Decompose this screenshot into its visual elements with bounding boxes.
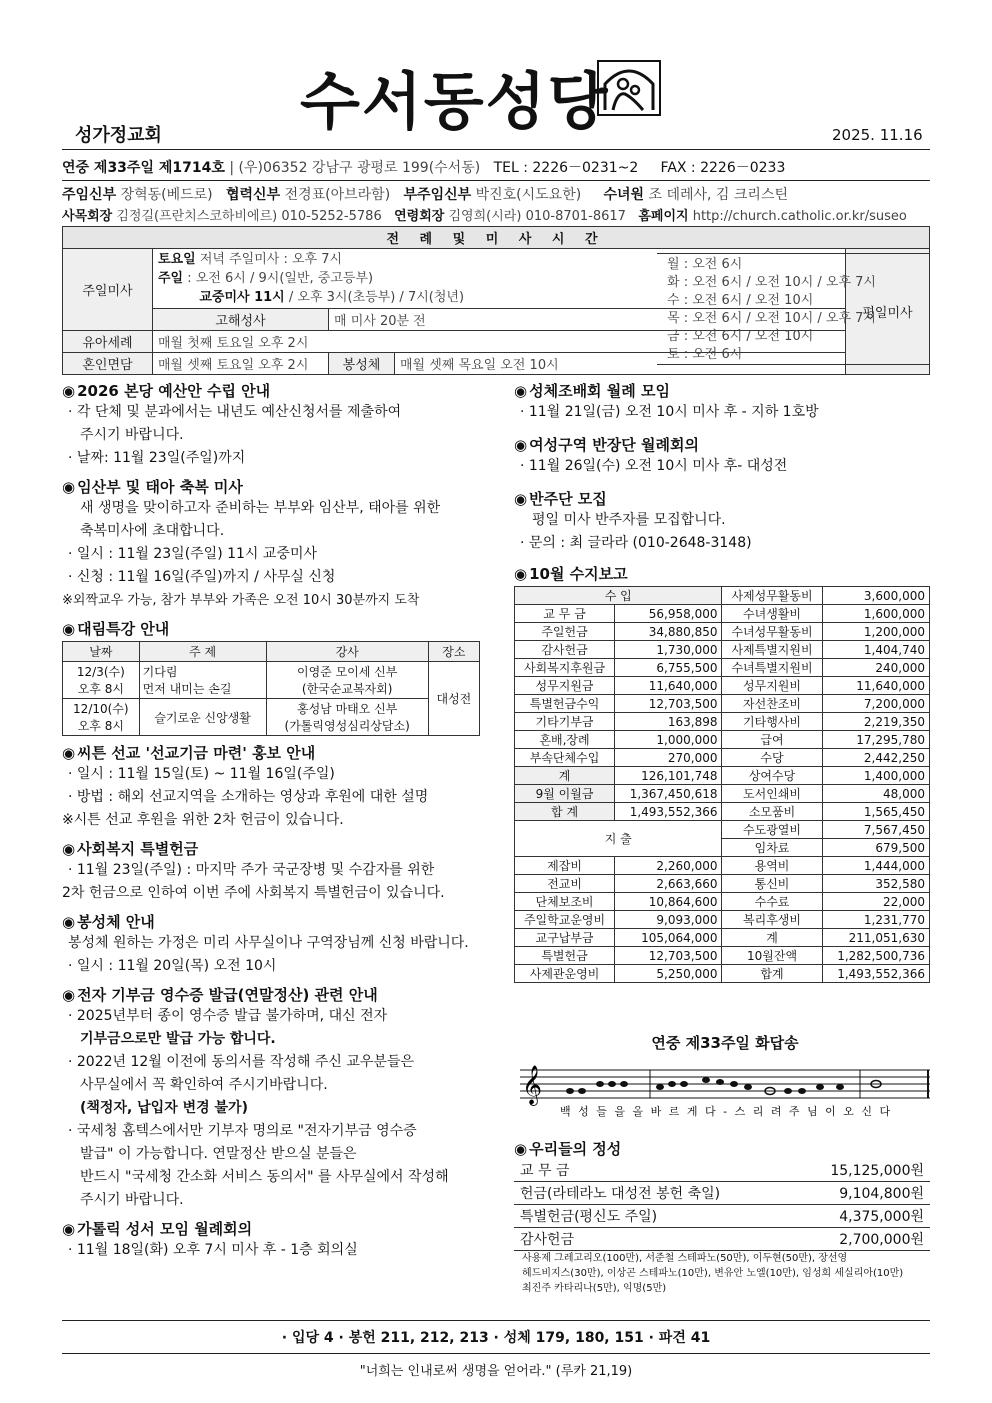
baptism-time: 매월 첫째 토요일 오후 2시 (153, 331, 846, 353)
table-cell: 합 계 (515, 803, 615, 821)
staff-role: 주임신부 (62, 187, 117, 203)
table-cell: 소모품비 (722, 803, 822, 821)
donor-list: 헤드비지스(30만), 이상곤 스테파노(10만), 변유안 노엘(10만), 임성희 세실리아(10만) (522, 1268, 904, 1279)
table-cell: 특별헌금 (515, 947, 615, 965)
table-row (515, 893, 930, 911)
table-cell: 자선찬조비 (722, 695, 822, 713)
confession-label: 고해성사 (153, 309, 329, 331)
section-title: ◉ 가톨릭 성서 모임 월례회의 (62, 1218, 502, 1239)
fax: FAX : 2226－0233 (660, 160, 786, 176)
table-cell: 34,880,850 (615, 623, 722, 641)
section-title: ◉ 여성구역 반장단 월례회의 (514, 434, 930, 455)
donor-list: 사용제 그레고리오(100만), 서준철 스테파노(50만), 이두현(50만), 장선영 (522, 1253, 848, 1264)
mass-heading: 전 례 및 미 사 시 간 (63, 227, 930, 249)
sun-label: 주일 (158, 271, 184, 286)
table-cell: 특별헌금수익 (515, 695, 615, 713)
table-cell: 수녀생활비 (722, 605, 822, 623)
staff-name: 박진호(시도요한) (475, 187, 582, 203)
weekday-item: 월 : 오전 6시 (667, 257, 743, 272)
staff-role: 사목회장 (62, 209, 113, 224)
table-cell: 11,640,000 (615, 677, 722, 695)
text-line: · 국세청 홈텍스에서만 기부자 명의로 "전자기부금 영수증 (68, 1123, 417, 1139)
offering-amount: 15,125,000원 (792, 1159, 930, 1182)
table-row (515, 677, 930, 695)
text-line: · 11월 21일(금) 오전 10시 미사 후 - 지하 1호방 (520, 404, 819, 420)
left-column (62, 374, 502, 1262)
table-cell: 합계 (722, 965, 822, 983)
staff-name: 김정길(프란치스코하비에르) 010-5252-5786 (116, 209, 382, 224)
table-cell: 1,444,000 (822, 857, 929, 875)
table-cell: 임차료 (722, 839, 822, 857)
table-cell: 1,565,450 (822, 803, 929, 821)
table-cell: 1,200,000 (822, 623, 929, 641)
table-cell: 통신비 (722, 875, 822, 893)
offering-amount: 4,375,000원 (792, 1205, 930, 1228)
table-cell: 163,898 (615, 713, 722, 731)
table-row (515, 803, 930, 821)
table-cell: 부속단체수입 (515, 749, 615, 767)
text-line: · 11월 26일(수) 오전 10시 미사 후- 대성전 (520, 458, 788, 474)
table-cell: 352,580 (822, 875, 929, 893)
staff-role: 수녀원 (603, 187, 645, 203)
col-header: 날짜 (63, 642, 140, 662)
table-row (515, 947, 930, 965)
table-cell: 10,864,600 (615, 893, 722, 911)
table-cell: 계 (515, 767, 615, 785)
offering-table (514, 1159, 930, 1251)
table-cell: 주일학교운영비 (515, 911, 615, 929)
weekday-item: 화 : 오전 6시 / 오전 10시 / 오후 7시 (667, 275, 876, 290)
table-row (515, 857, 930, 875)
table-cell: 수수료 (722, 893, 822, 911)
offering-row (514, 1205, 930, 1228)
table-cell: 사회복지후원금 (515, 659, 615, 677)
table-cell: 12,703,500 (615, 695, 722, 713)
table-row (515, 659, 930, 677)
section-title: ◉ 봉성체 안내 (62, 911, 502, 932)
financial-report-table (514, 586, 930, 983)
text-line: · 2022년 12월 이전에 동의서를 작성해 주신 교우분들은 (68, 1054, 414, 1070)
table-row (515, 965, 930, 983)
table-cell: 12,703,500 (615, 947, 722, 965)
text-line: · 신청 : 11월 16일(주일)까지 / 사무실 신청 (68, 569, 336, 585)
col-header: 장소 (428, 642, 479, 662)
homepage-link[interactable]: http://church.catholic.or.kr/suseo (692, 209, 907, 224)
table-cell: 1,282,500,736 (822, 947, 929, 965)
offering-amount: 9,104,800원 (792, 1182, 930, 1205)
text-line: 발급" 이 가능합니다. 연말정산 받으실 분들은 (80, 1146, 357, 1162)
table-cell: 급여 (722, 731, 822, 749)
table-cell: 3,600,000 (822, 587, 929, 605)
table-cell: 성무지원비 (722, 677, 822, 695)
baptism-label: 유아세례 (63, 331, 153, 353)
tel: TEL : 2226－0231~2 (493, 160, 639, 176)
weekday-mass-label: 평일미사 (846, 249, 930, 375)
mass-hymn-numbers: · 입당 4 · 봉헌 211, 212, 213 · 성체 179, 180, 151 · 파견 41 (62, 1320, 930, 1354)
table-row (515, 605, 930, 623)
sat-text: 저녁 주일미사 : 오후 7시 (199, 252, 343, 267)
offering-label: 헌금(라테라노 대성전 봉헌 축일) (514, 1182, 792, 1205)
offering-amount: 2,700,000원 (792, 1228, 930, 1251)
staff-role: 연령회장 (394, 209, 445, 224)
table-cell: 17,295,780 (822, 731, 929, 749)
section-title: ◉ 성체조배회 월례 모임 (514, 380, 930, 401)
table-cell: 22,000 (822, 893, 929, 911)
table-cell: 수당 (722, 749, 822, 767)
table-cell: 계 (722, 929, 822, 947)
table-row (515, 623, 930, 641)
donor-list: 최진주 카타리나(5만), 익명(5만) (522, 1283, 667, 1294)
table-row (515, 749, 930, 767)
text-line: · 11월 23일(주일) : 마지막 주가 국군장병 및 수감자를 위한 (68, 862, 435, 878)
table-cell: 2,260,000 (615, 857, 722, 875)
table-cell: 도서인쇄비 (722, 785, 822, 803)
table-cell: 56,958,000 (615, 605, 722, 623)
table-cell: 지 출 (515, 821, 722, 857)
table-cell: 상여수당 (722, 767, 822, 785)
svg-text:𝄞: 𝄞 (522, 1065, 543, 1105)
table-cell: 211,051,630 (822, 929, 929, 947)
text-line: (책정자, 납입자 변경 불가) (80, 1100, 248, 1116)
table-cell: 1,367,450,618 (615, 785, 722, 803)
offering-label: 특별헌금(평신도 주일) (514, 1205, 792, 1228)
table-cell: 48,000 (822, 785, 929, 803)
marriage-time: 매월 셋째 토요일 오후 2시 (153, 353, 329, 375)
table-cell: 1,404,740 (822, 641, 929, 659)
section-title: ◉ 씨튼 선교 '선교기금 마련' 홍보 안내 (62, 742, 502, 763)
text-line: 평일 미사 반주자를 모집합니다. (532, 512, 726, 528)
address: | (우)06352 강남구 광평로 199(수서동) (229, 160, 481, 176)
table-row (515, 695, 930, 713)
weekday-item: 토 : 오전 6시 (667, 347, 743, 362)
issue-date: 2025. 11.16 (832, 126, 923, 144)
table-cell: 복리후생비 (722, 911, 822, 929)
main-mass: 교중미사 11시 (199, 290, 285, 305)
text-line: 축복미사에 초대합니다. (80, 523, 225, 539)
lecture-time: 오후 8시 (77, 682, 124, 696)
right-column (514, 374, 930, 983)
table-cell: 교구납부금 (515, 929, 615, 947)
table-cell: 수녀성무활동비 (722, 623, 822, 641)
sat-label: 토요일 (158, 252, 196, 267)
table-row (515, 587, 930, 605)
text-line: · 일시 : 11월 15일(토) ~ 11월 16일(주일) (68, 766, 335, 782)
table-cell: 용역비 (722, 857, 822, 875)
sun-text-3: / 오후 3시(초등부) / 7시(청년) (288, 290, 465, 305)
text-line: ※시튼 선교 후원을 위한 2차 헌금이 있습니다. (62, 812, 344, 828)
offering-label: 감사헌금 (514, 1228, 792, 1251)
table-cell: 주일헌금 (515, 623, 615, 641)
lecture-place: 대성전 (428, 662, 479, 736)
text-line: 봉성체 원하는 가정은 미리 사무실이나 구역장님께 신청 바랍니다. (68, 935, 469, 951)
table-row (515, 731, 930, 749)
advent-lecture-table (62, 641, 480, 736)
lecture-date: 12/3(수) (76, 665, 125, 679)
table-cell: 126,101,748 (615, 767, 722, 785)
eucharist-label: 봉성체 (329, 353, 395, 375)
text-line: 주시기 바랍니다. (80, 427, 184, 443)
text-line: 주시기 바랍니다. (80, 1192, 184, 1208)
text-line: ※외짝교우 가능, 참가 부부와 가족은 오전 10시 30분까지 도착 (62, 593, 420, 608)
lecture-topic: 먼저 내미는 손길 (142, 682, 232, 696)
eucharist-time: 매월 셋째 목요일 오전 10시 (395, 353, 846, 375)
lecture-speaker: 이영준 모이세 신부 (296, 665, 398, 679)
table-cell: 5,250,000 (615, 965, 722, 983)
text-line: · 일시 : 11월 20일(목) 오전 10시 (68, 958, 277, 974)
table-cell: 사제특별지원비 (722, 641, 822, 659)
section-title: ◉ 사회복지 특별헌금 (62, 838, 502, 859)
divider (62, 149, 930, 150)
sun-text: : 오전 6시 / 9시(일반, 중고등부) (187, 271, 374, 286)
table-cell: 사제성무활동비 (722, 587, 822, 605)
table-cell: 기타행사비 (722, 713, 822, 731)
text-line: 반드시 "국세청 간소화 서비스 동의서" 를 사무실에서 작성해 (80, 1169, 449, 1185)
table-cell: 679,500 (822, 839, 929, 857)
table-cell: 2,663,660 (615, 875, 722, 893)
text-line: 기부금으로만 발급 가능 합니다. (80, 1031, 276, 1047)
psalm-title: 연중 제33주일 화답송 (651, 1034, 799, 1052)
table-row (515, 821, 930, 839)
weekday-item: 수 : 오전 6시 / 오전 10시 (667, 293, 814, 308)
section-title: ◉ 전자 기부금 영수증 발급(연말정산) 관련 안내 (62, 984, 502, 1005)
table-cell: 9월 이월금 (515, 785, 615, 803)
table-cell: 성무지원금 (515, 677, 615, 695)
table-cell: 7,200,000 (822, 695, 929, 713)
parish-title: 수서동성당 (300, 65, 610, 138)
scripture-quote: "너희는 인내로써 생명을 얻어라." (루카 21,19) (359, 1364, 633, 1379)
holy-family-logo-icon (597, 60, 661, 116)
staff-name: 김영희(시라) 010-8701-8617 (448, 209, 626, 224)
section-title: ◉ 2026 본당 예산안 수립 안내 (62, 380, 502, 401)
table-cell: 105,064,000 (615, 929, 722, 947)
staff-role: 협력신부 (226, 187, 281, 203)
table-cell: 1,493,552,366 (822, 965, 929, 983)
table-cell: 수도광열비 (722, 821, 822, 839)
text-line: · 날짜: 11월 23일(주일)까지 (68, 450, 246, 466)
staff-name: 전경표(아브라함) (284, 187, 391, 203)
text-line: 새 생명을 맞이하고자 준비하는 부부와 임산부, 태아를 위한 (80, 500, 441, 516)
week-label: 연중 제33주일 제1714호 (62, 160, 225, 176)
table-cell: 감사헌금 (515, 641, 615, 659)
table-cell: 교 무 금 (515, 605, 615, 623)
col-header: 강사 (266, 642, 428, 662)
weekday-item: 금 : 오전 6시 / 오전 10시 (667, 329, 814, 344)
table-cell: 270,000 (615, 749, 722, 767)
lecture-date: 12/10(수) (73, 702, 129, 716)
table-cell: 혼배,장례 (515, 731, 615, 749)
table-cell: 단체보조비 (515, 893, 615, 911)
table-cell: 11,640,000 (822, 677, 929, 695)
table-cell: 1,000,000 (615, 731, 722, 749)
sunday-mass-label: 주일미사 (63, 249, 153, 331)
lecture-org: (가톨릭영성심리상담소) (284, 719, 410, 733)
offering-label: 교 무 금 (514, 1159, 792, 1182)
text-line: 2차 헌금으로 인하여 이번 주에 사회복지 특별헌금이 있습니다. (62, 885, 445, 901)
table-row (515, 713, 930, 731)
table-row (515, 911, 930, 929)
table-cell: 제잡비 (515, 857, 615, 875)
section-title: ◉ 우리들의 정성 (514, 1138, 930, 1159)
staff-role: 홈페이지 (638, 209, 689, 224)
table-cell: 기타기부금 (515, 713, 615, 731)
offering-row (514, 1159, 930, 1182)
text-line: · 문의 : 최 글라라 (010-2648-3148) (520, 535, 752, 551)
table-cell: 1,493,552,366 (615, 803, 722, 821)
staff-name: 조 데레사, 김 크리스틴 (648, 187, 789, 203)
table-row (515, 929, 930, 947)
table-cell: 2,442,250 (822, 749, 929, 767)
table-cell: 7,567,450 (822, 821, 929, 839)
staff-name: 장혁동(베드로) (120, 187, 213, 203)
table-cell: 1,730,000 (615, 641, 722, 659)
staff-role: 부주임신부 (403, 187, 472, 203)
text-line: 사무실에서 꼭 확인하여 주시기바랍니다. (80, 1077, 328, 1093)
weekday-item: 목 : 오전 6시 / 오전 10시 / 오후 7시 (667, 311, 876, 326)
staff-line-2 (62, 205, 907, 224)
table-row (515, 875, 930, 893)
offering-section (514, 1132, 930, 1296)
table-cell: 전교비 (515, 875, 615, 893)
text-line: · 각 단체 및 분과에서는 내년도 예산신청서를 제출하여 (68, 404, 402, 420)
table-row (515, 641, 930, 659)
psalm-lyric: 백 성 들 을 올 바 르 게 다 - 스 리 려 주 님 이 오 신 다 (560, 1105, 893, 1118)
text-line: · 방법 : 해외 선교지역을 소개하는 영상과 후원에 대한 설명 (68, 789, 429, 805)
section-title: ◉ 임산부 및 태아 축복 미사 (62, 476, 502, 497)
col-header: 주 제 (139, 642, 266, 662)
table-cell: 1,400,000 (822, 767, 929, 785)
lecture-topic: 슬기로운 신앙생활 (139, 699, 266, 736)
section-title: ◉ 대림특강 안내 (62, 618, 502, 639)
table-row (515, 785, 930, 803)
section-title: ◉ 반주단 모집 (514, 488, 930, 509)
text-line: · 2025년부터 종이 영수증 발급 불가하며, 대신 전자 (68, 1008, 388, 1024)
table-cell: 1,231,770 (822, 911, 929, 929)
lecture-org: (한국순교복자회) (301, 682, 393, 696)
staff-line-1 (62, 184, 788, 204)
confession-time: 매 미사 20분 전 (329, 309, 930, 331)
table-cell: 9,093,000 (615, 911, 722, 929)
table-row (515, 767, 930, 785)
lecture-time: 오후 8시 (77, 719, 124, 733)
marriage-label: 혼인면담 (63, 353, 153, 375)
table-cell: 6,755,500 (615, 659, 722, 677)
table-cell: 240,000 (822, 659, 929, 677)
parish-subtitle: 성가정교회 (75, 125, 162, 146)
table-cell: 수 입 (515, 587, 722, 605)
info-line (62, 157, 785, 177)
lecture-topic: 기다림 (142, 665, 178, 679)
table-cell: 10월잔액 (722, 947, 822, 965)
section-title: ◉ 10월 수지보고 (514, 563, 930, 584)
offering-row (514, 1182, 930, 1205)
table-cell: 1,600,000 (822, 605, 929, 623)
psalm-staff-notation (520, 1060, 930, 1122)
table-cell: 사제관운영비 (515, 965, 615, 983)
text-line: · 11월 18일(화) 오후 7시 미사 후 - 1층 회의실 (68, 1242, 358, 1258)
table-cell: 수녀특별지원비 (722, 659, 822, 677)
divider (62, 180, 930, 181)
text-line: · 일시 : 11월 23일(주일) 11시 교중미사 (68, 546, 317, 562)
offering-row (514, 1228, 930, 1251)
table-cell: 2,219,350 (822, 713, 929, 731)
lecture-speaker: 홍성남 마태오 신부 (296, 702, 398, 716)
weekday-mass-times (657, 253, 930, 365)
